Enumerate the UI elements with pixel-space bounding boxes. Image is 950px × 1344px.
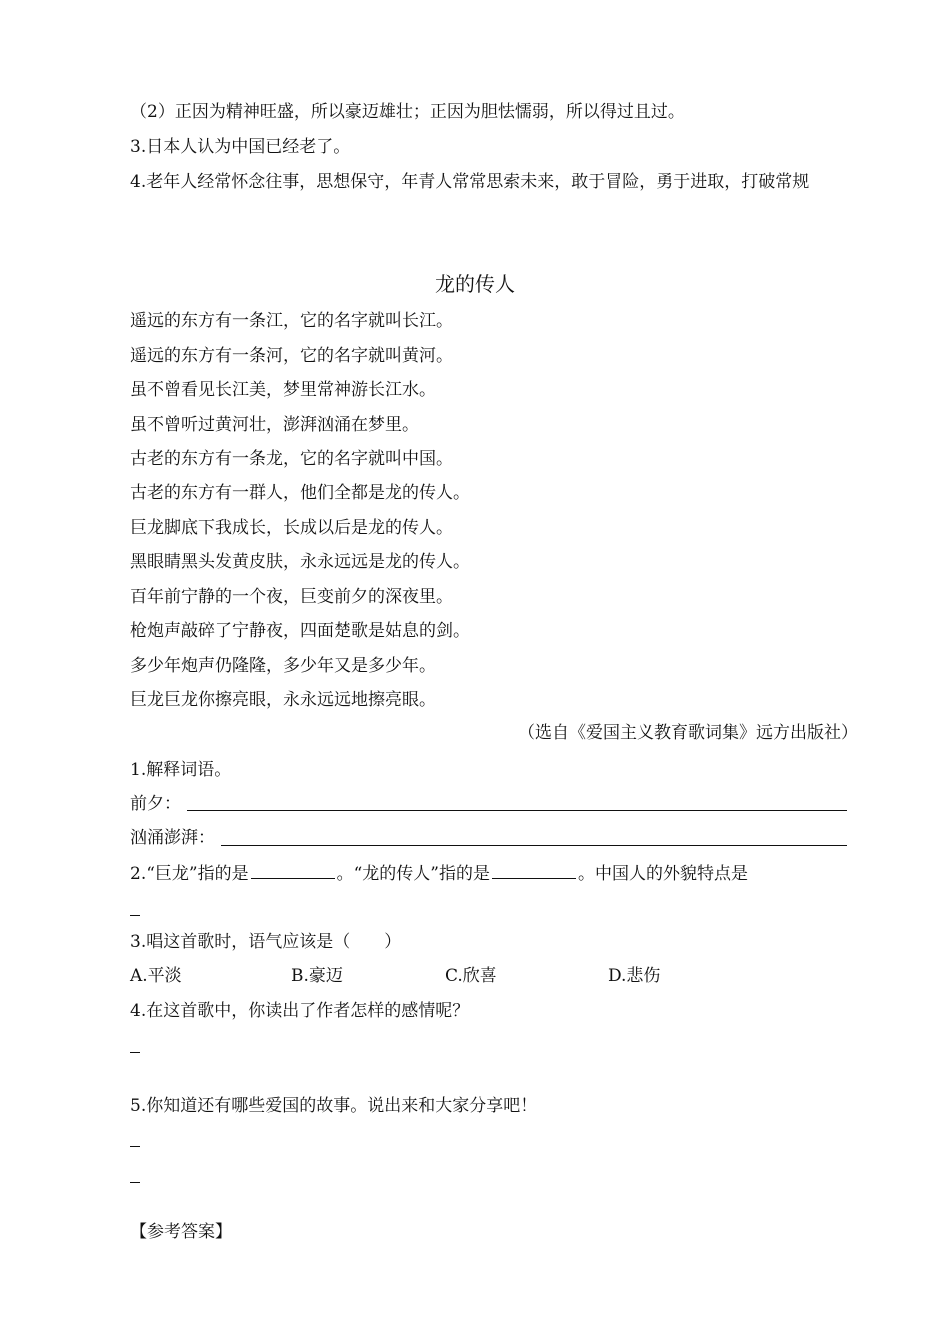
answer-line[interactable] xyxy=(187,810,847,811)
option-a[interactable]: A.平淡 xyxy=(130,966,182,986)
poem-line: 古老的东方有一群人，他们全都是龙的传人。 xyxy=(130,483,470,503)
answer-dash[interactable] xyxy=(130,1182,140,1183)
option-d[interactable]: D.悲伤 xyxy=(608,966,661,986)
option-b[interactable]: B.豪迈 xyxy=(291,966,343,986)
answer-2-2: （2）正因为精神旺盛，所以豪迈雄壮；正因为胆怯懦弱，所以得过且过。 xyxy=(130,102,685,122)
poem-line: 古老的东方有一条龙，它的名字就叫中国。 xyxy=(130,449,453,469)
answer-dash[interactable] xyxy=(130,915,140,916)
question-2-part-1: 2.“巨龙”指的是 xyxy=(130,864,249,884)
poem-line: 巨龙脚底下我成长，长成以后是龙的传人。 xyxy=(130,518,453,538)
poem-line: 黑眼睛黑头发黄皮肤，永永远远是龙的传人。 xyxy=(130,552,470,572)
question-2-part-3: 。中国人的外貌特点是 xyxy=(578,864,748,884)
poem-line: 巨龙巨龙你擦亮眼，永永远远地擦亮眼。 xyxy=(130,690,436,710)
question-1: 1.解释词语。 xyxy=(130,760,232,780)
answer-4: 4.老年人经常怀念往事，思想保守，年青人常常思索未来，敢于冒险，勇于进取，打破常规 xyxy=(130,172,810,192)
question-2-part-2: 。“龙的传人”指的是 xyxy=(336,864,490,884)
poem-line: 虽不曾看见长江美，梦里常神游长江水。 xyxy=(130,380,436,400)
question-1-term-1 xyxy=(130,793,181,815)
answer-heading: 【参考答案】 xyxy=(130,1222,232,1242)
answer-line[interactable] xyxy=(221,845,847,846)
blank-field[interactable] xyxy=(251,862,335,879)
question-1-term-2 xyxy=(130,827,215,849)
question-3: 3.唱这首歌时，语气应该是（ ） xyxy=(130,932,402,952)
poem-line: 虽不曾听过黄河壮，澎湃汹涌在梦里。 xyxy=(130,415,419,435)
poem-title: 龙的传人 xyxy=(435,272,515,296)
poem-line: 遥远的东方有一条河，它的名字就叫黄河。 xyxy=(130,346,453,366)
poem-line: 遥远的东方有一条江，它的名字就叫长江。 xyxy=(130,311,453,331)
question-5: 5.你知道还有哪些爱国的故事。说出来和大家分享吧！ xyxy=(130,1096,538,1116)
poem-line: 多少年炮声仍隆隆，多少年又是多少年。 xyxy=(130,656,436,676)
answer-dash[interactable] xyxy=(130,1146,140,1147)
question-2 xyxy=(130,862,748,885)
poem-source: （选自《爱国主义教育歌词集》远方出版社） xyxy=(518,723,858,743)
question-4: 4.在这首歌中，你读出了作者怎样的感情呢？ xyxy=(130,1001,470,1021)
term-label: 前夕： xyxy=(130,794,181,814)
poem-line: 百年前宁静的一个夜，巨变前夕的深夜里。 xyxy=(130,587,453,607)
option-c[interactable]: C.欣喜 xyxy=(445,966,497,986)
answer-3: 3.日本人认为中国已经老了。 xyxy=(130,137,351,157)
answer-dash[interactable] xyxy=(130,1052,140,1053)
poem-line: 枪炮声敲碎了宁静夜，四面楚歌是姑息的剑。 xyxy=(130,621,470,641)
blank-field[interactable] xyxy=(492,862,576,879)
term-label: 汹涌澎湃： xyxy=(130,828,215,848)
